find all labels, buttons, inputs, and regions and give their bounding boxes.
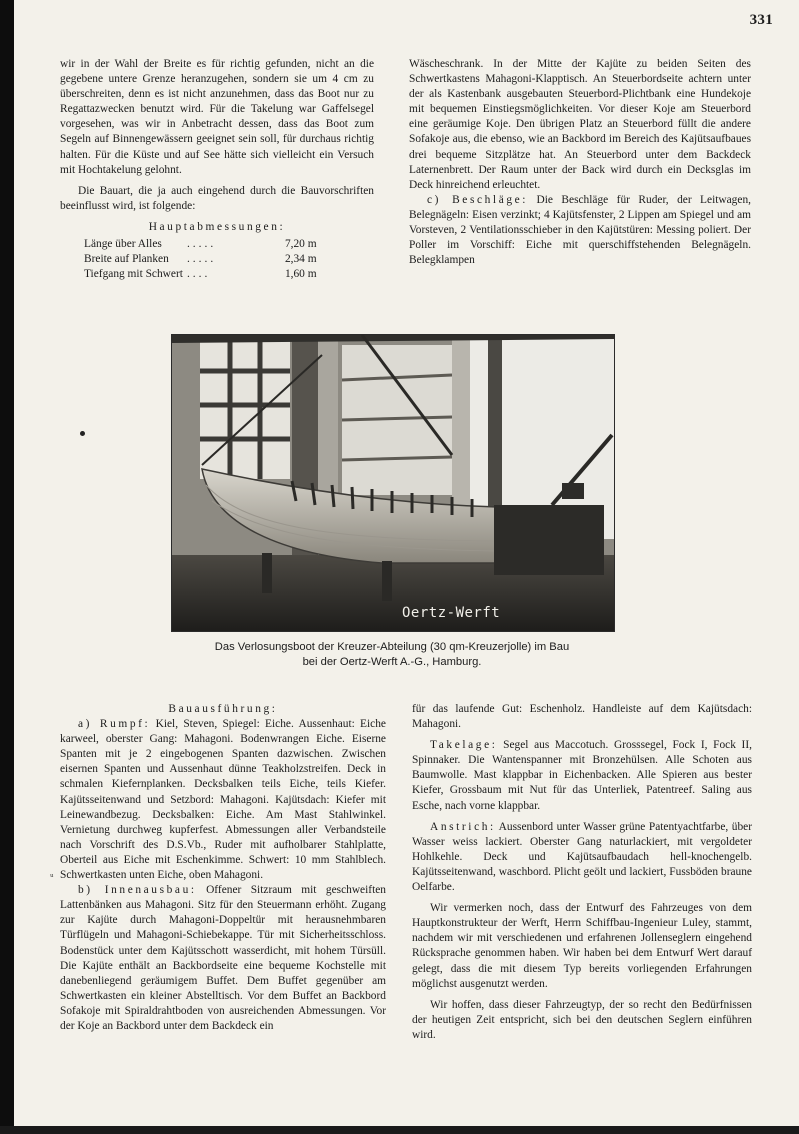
rigging-text: Segel aus Maccotuch. Grosssegel, Fock I, Fock II, Spinnaker. Die Wantenspanner mit Bronzehülsen. Alle Schoten aus Baumwolle. Mast klappbar in Eichenbacken. Alle Spieren aus bester Kiefer, Grossbaum mit Nut für das Unterliek, Patentreef. Saling aus Esche, nach vorne klappbar.	[412, 739, 752, 812]
photo-caption	[171, 640, 613, 670]
dimension-value: 1,60 m	[284, 268, 317, 281]
column-bottom-right	[412, 702, 752, 1043]
fittings-label: c) Beschläge:	[427, 193, 529, 206]
paragraph-construction-intro: Die Bauart, die ja auch eingehend durch die Bauvorschriften beeinflusst wird, ist folgende:	[60, 184, 374, 212]
dimension-row	[84, 267, 317, 282]
boat-under-construction-image	[172, 335, 614, 631]
column-top-left	[60, 57, 374, 282]
paint-label: Anstrich:	[430, 820, 496, 833]
paragraph-fittings	[409, 193, 751, 268]
dimension-value: 7,20 m	[284, 238, 317, 251]
dimension-row	[84, 237, 317, 252]
caption-line-1: Das Verlosungsboot der Kreuzer-Abteilung (30 qm-Kreuzerjolle) im Bau	[214, 641, 570, 653]
paragraph-paint	[412, 820, 752, 895]
paragraph-cabin-layout: Wäscheschrank. In der Mitte der Kajüte zu beiden Seiten des Schwertkastens Mahagoni-Klapptisch. An Steuerbordseite achtern unter der als Kastenbank ausgebauten Steuerbord-Plichtbank eine Hundekoje mit bequemen Einstiegsmöglichkeiten. Vor dieser Koje am Steuerbord eine geräumige Koje. Den übrigen Platz an Steuerbord füllt die andere Sofakoje aus, die ebenso, wie an Backbord im Bereich des Kajütsaufbaues drei bequeme Sitzplätze hat. An Steuerbord unter dem Backdeck Laternenbrett. Der Raum unter der Back wird durch ein Decksglas im Deck hinreichend erleuchtet.	[409, 58, 751, 191]
paint-text: Aussenbord unter Wasser grüne Patentyachtfarbe, über Wasser weiss lackiert. Oberster Gang naturlackiert, mit vergoldeter Hohlkehle. Deck und Kajütsaufbaudach hell-knochengelb. Kajütsseitenwand, waschbord. Plicht geölt und lackiert, Fussböden braune Oelfarbe.	[412, 820, 752, 894]
page-number: 331	[749, 12, 773, 28]
caption-line-2: bei der Oertz-Werft A.-G., Hamburg.	[302, 656, 482, 668]
dimension-label: Tiefgang mit Schwert	[84, 268, 183, 281]
dimension-leader: .....	[186, 238, 217, 251]
boat-photograph	[171, 334, 615, 632]
paragraph-width-choice: wir in der Wahl der Breite es für richtig gefunden, nicht an die gegebene untere Grenze heranzugehen, sondern sie um 4 cm zu überschreiten, denn es ist nicht anzunehmen, dass das Boot nur zu Regattazwecken benutzt wird. Für die Takelung war Gaffelsegel vorgesehen, was wir in Anbetracht dessen, dass das Boot zum Segeln auf Binnengewässern geeignet sein soll, für durchaus richtig halten. Für die Küste und auf See hätte sich vielleicht ein Versuch mit Hochtakelung gelohnt.	[60, 58, 374, 176]
rigging-label: Takelage:	[430, 739, 498, 752]
interior-text: Offener Sitzraum mit geschweiften Lattenbänken aus Mahagoni. Sitz für den Steuermann erhöht. Zugang zur Kajüte durch Mahagoni-Doppeltür mit herausnehmbaren Türflügeln und Mahagoni-Schiebekappe. Tür mit Sicherheitsschloss. Bodenstück unter dem Kajütsschott wasserdicht, mit hohem Türsüll. Die Kajüte enthält an Backbordseite eine bequeme Kochstelle mit danebenliegend geräumigem Buffet. Dem Buffet gegenüber am Schwertkasten ein kleiner Abstelltisch. Vor dem Buffet an Backbord Sofakoje mit Spiraldrahtboden von ausreichenden Abmessungen. Vor der Koje an Backbord unter dem Backdeck ein	[60, 884, 386, 1032]
paragraph-design-credit: Wir vermerken noch, dass der Entwurf des Fahrzeuges von dem Hauptkonstrukteur der Werft, Herrn Schiffbau-Ingenieur Luley, stammt, nachdem wir mit verschiedenen und erfahrenen Jollenseglern eingehend Rücksprache genommen haben. Wir haben bei dem Entwurf Wert darauf gelegt, dass die mit diesem Typ bereits vorliegenden Erfahrungen möglichst ausgenutzt werden.	[412, 902, 752, 990]
paragraph-running-rigging: für das laufende Gut: Eschenholz. Handleiste auf dem Kajütsdach: Mahagoni.	[412, 703, 752, 731]
scan-bottom-edge	[0, 1126, 799, 1134]
dimension-row	[84, 252, 317, 267]
margin-mark: ᵤ	[50, 867, 54, 879]
column-top-right	[409, 57, 751, 268]
hull-label: a) Rumpf:	[78, 718, 151, 731]
hull-text: Kiel, Steven, Spiegel: Eiche. Aussenhaut: Eiche karweel, oberster Gang: Mahagoni. Bodenwrangen Eiche. Eiserne Spanten mit je 2 eingebogenen Spanten dazwischen. Zwischen eisernen Spanten und Aussenhaut dünne Teakholzstreifen. Deck in schmalen Kiefernplanken. Decksbalken teils Eiche, teils Kiefer. Kajütsseitenwand und Setzbord: Mahagoni. Kajütsdach: Kiefer mit Leinewandbezug. Decksbalken: Eiche. Am Mast Stahlwinkel. Vernietung durchweg kupferfest. Abmessungen aller Verbandsteile nach Vorschrift des D.S.Vb., Ruder mit aufholbarer Stahlplatte, Oberteil aus Eiche mit Eschenkimme. Schwert: 10 mm Stahlblech. Schwertkasten unten Eiche, oben Mahagoni.	[60, 718, 386, 882]
print-speck	[80, 431, 85, 436]
paragraph-rigging	[412, 738, 752, 813]
heading-main-dimensions: Hauptabmessungen:	[148, 220, 286, 233]
dimensions-table	[84, 237, 317, 282]
dimension-leader: ....	[186, 268, 211, 281]
dimension-leader: .....	[186, 253, 217, 266]
interior-label: b) Innenausbau:	[78, 884, 197, 897]
column-bottom-left	[60, 702, 386, 1034]
paragraph-hull	[60, 717, 386, 883]
scan-left-edge	[0, 0, 14, 1134]
dimension-value: 2,34 m	[284, 253, 317, 266]
fittings-text: Die Beschläge für Ruder, der Leitwagen, Belegnägeln: Eisen verzinkt; 4 Kajütsfenster, 2 Lippen am Spiegel und am Vorsteven, 2 Ventilationsschieber in den Kajütstüren: Messing poliert. Der Poller im Vorschiff: Eiche mit querschiffstehenden Belegnägeln. Belegklampen	[409, 193, 751, 267]
paragraph-closing: Wir hoffen, dass dieser Fahrzeugtyp, der so recht den Bedürfnissen der heutigen Zeit entspricht, sich bei den deutschen Seglern einführen wird.	[412, 998, 752, 1041]
heading-construction: Bauausführung:	[168, 703, 278, 715]
paragraph-interior	[60, 883, 386, 1034]
dimension-label: Länge über Alles	[84, 238, 162, 251]
dimension-label: Breite auf Planken	[84, 253, 169, 266]
photo-watermark: Oertz-Werft	[402, 605, 501, 621]
